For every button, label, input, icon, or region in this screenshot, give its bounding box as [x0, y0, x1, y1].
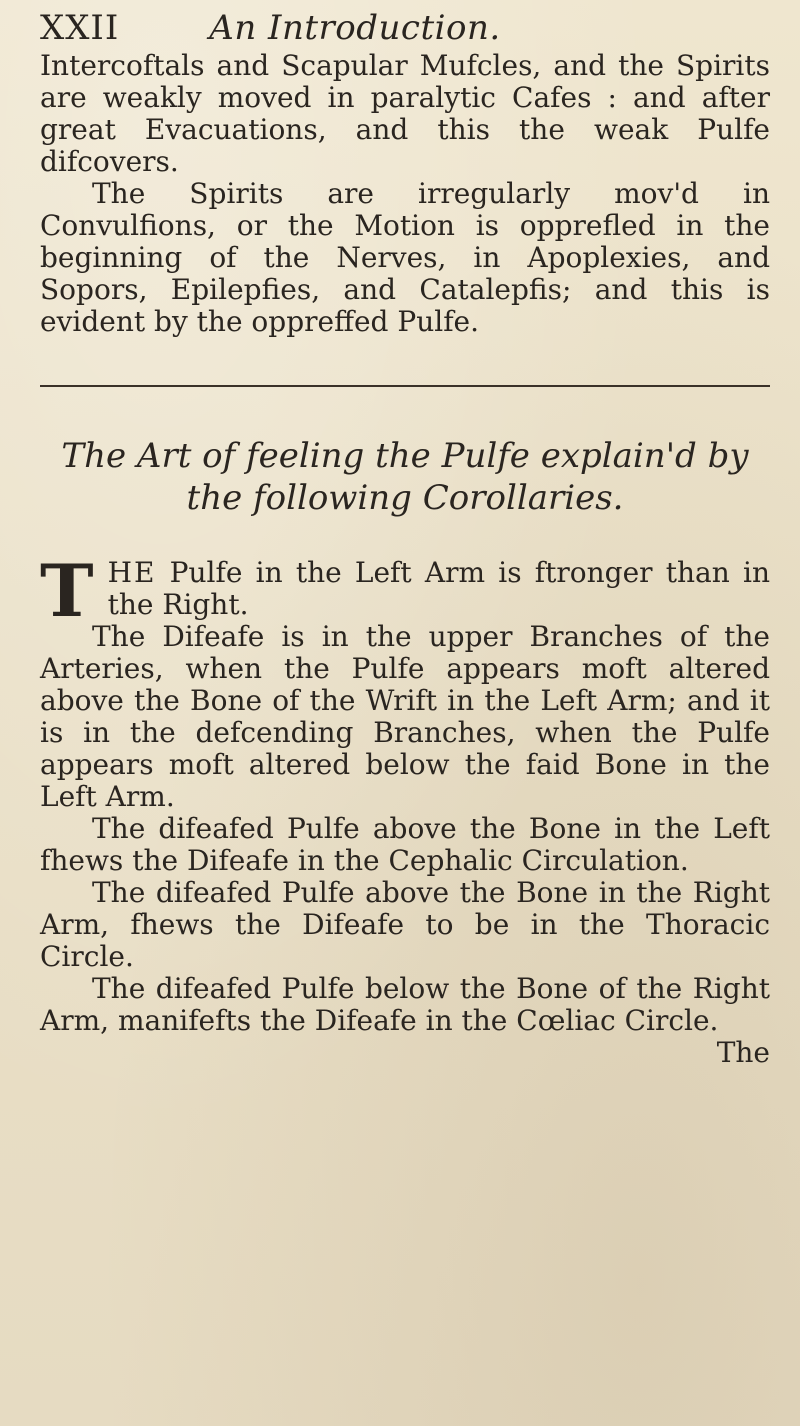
paragraph-spirits: The Spirits are irregularly mov'd in Convulfions, or the Motion is opprefled in the beginning of the Nerves, in Apoplexies, and Sopors, Epilepfies, and Catalepfis; and this is evident by the oppreffed Pulfe. [40, 177, 770, 338]
page-content [40, 10, 770, 1069]
paragraph-coeliac: The difeafed Pulfe below the Bone of the Right Arm, manifefts the Difeafe in the Cœliac Circle. [40, 972, 770, 1037]
paragraph-left-arm-text: Pulfe in the Left Arm is ftronger than in the Right. [107, 556, 770, 621]
catchword: The [716, 1036, 770, 1069]
drop-cap: T [40, 548, 94, 633]
section-title-line-2: the following Corollaries. [186, 478, 624, 518]
section-title [40, 435, 770, 519]
paragraph-arteries: The Difeafe is in the upper Branches of the Arteries, when the Pulfe appears moft altered above the Bone of the Wrift in the Left Arm; and it is in the defcending Branches, when the Pulfe appears moft altered below the faid Bone in the Left Arm. [40, 620, 770, 813]
section-title-line-1: The Art of feeling the Pulfe explain'd by [61, 436, 749, 476]
running-title: An Introduction. [209, 8, 501, 48]
paragraph-left-arm [40, 548, 770, 633]
paragraph-thoracic: The difeafed Pulfe above the Bone in the Right Arm, fhews the Difeafe to be in the Thoracic Circle. [40, 876, 770, 973]
page-header [40, 10, 770, 46]
page-number: XXII [40, 8, 120, 48]
paragraph-intercostals: Intercoftals and Scapular Mufcles, and the Spirits are weakly moved in paralytic Cafes : and after great Evacuations, and this the weak Pulfe difcovers. [40, 49, 770, 178]
section-divider [40, 385, 770, 387]
opening-caps: HE [107, 556, 157, 589]
paragraph-cephalic: The difeafed Pulfe above the Bone in the Left fhews the Difeafe in the Cephalic Circulation. [40, 812, 770, 877]
